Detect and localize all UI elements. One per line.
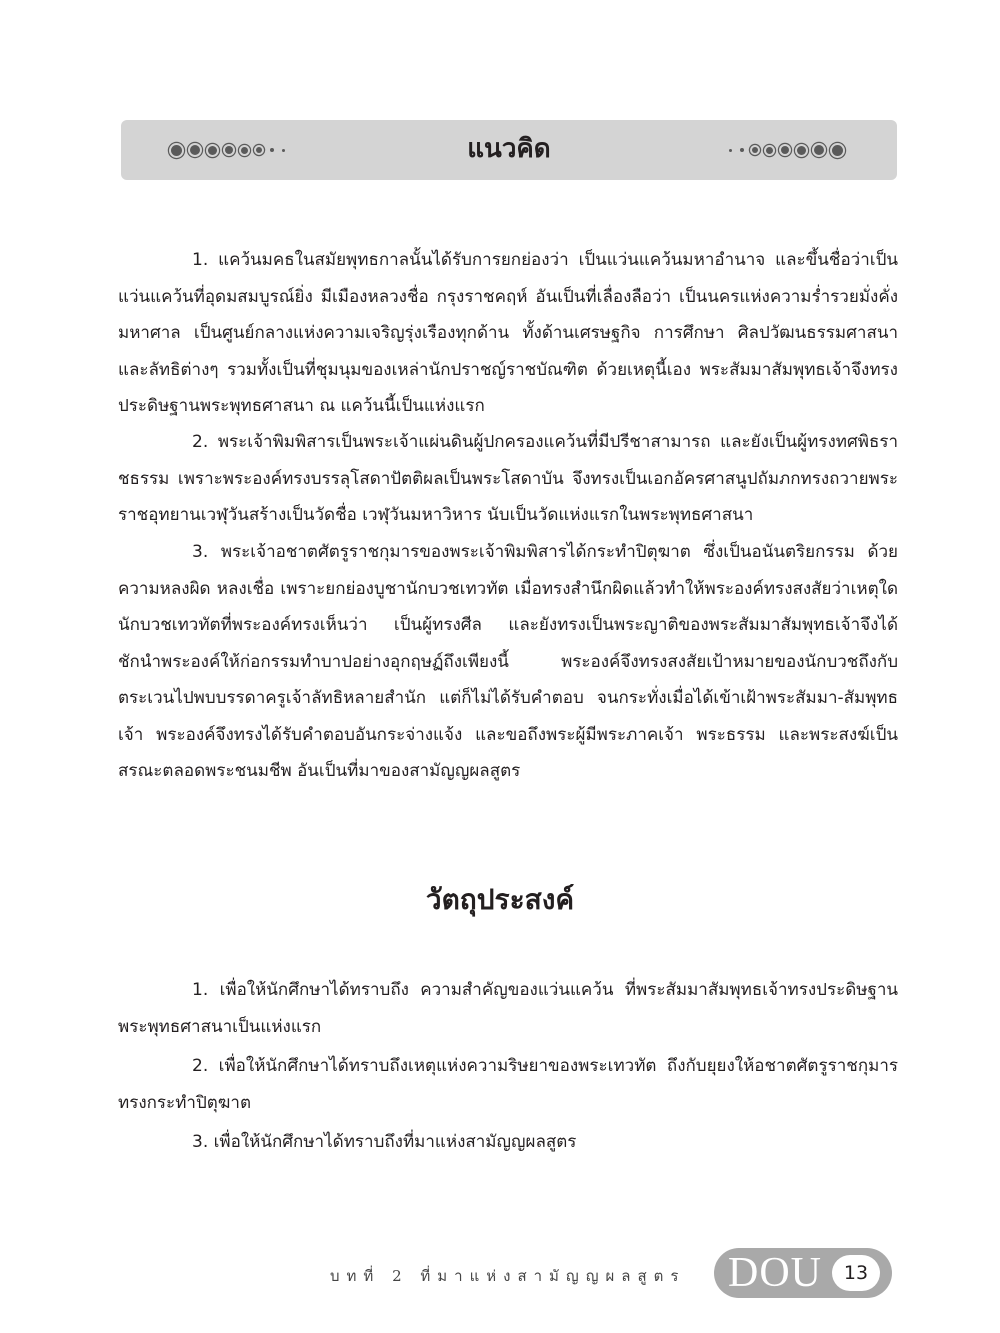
dot-icon <box>752 147 758 153</box>
dot-icon <box>766 147 773 154</box>
footer-badge <box>714 1248 892 1298</box>
decorative-dots-right <box>725 120 847 180</box>
concept-paragraph-1: 1. แคว้นมคธในสมัยพุทธกาลนั้นได้รับการยกย่องว่า เป็นแว่นแคว้นมหาอำนาจ และขึ้นชื่อว่าเป็นแว่นแคว้นที่อุดมสมบูรณ์ยิ่ง มีเมืองหลวงชื่อ กรุงราชคฤห์ อันเป็นที่เลื่องลือว่า เป็นนครแห่งความร่ำรวยมั่งคั่งมหาศาล เป็นศูนย์กลางแห่งความเจริญรุ่งเรืองทุกด้าน ทั้งด้านเศรษฐกิจ การศึกษา ศิลปวัฒนธรรมศาสนา และลัทธิต่างๆ รวมทั้งเป็นที่ชุมนุมของเหล่านักปราชญ์ราชบัณฑิต ด้วยเหตุนี้เอง พระสัมมาสัมพุทธเจ้าจึงทรงประดิษฐานพระพุทธศาสนา ณ แคว้นนี้เป็นแห่งแรก <box>118 250 898 416</box>
dou-logo: DOU <box>728 1250 822 1296</box>
footer-chapter-title: บทที่ 2 ที่มาแห่งสามัญญผลสูตร <box>330 1267 686 1285</box>
concept-paragraph-2: 2. พระเจ้าพิมพิสารเป็นพระเจ้าแผ่นดินผู้ปกครองแคว้นที่มีปรีชาสามารถ และยังเป็นผู้ทรงทศพิธราชธรรม เพราะพระองค์ทรงบรรลุโสดาปัตติผลเป็นพระโสดาบัน จึงทรงเป็นเอกอัครศาสนูปถัมภกทรงถวายพระราชอุทยานเวฬุวันสร้างเป็นวัดชื่อ เวฬุวันมหาวิหาร นับเป็นวัดแห่งแรกในพระพุทธศาสนา <box>118 432 898 525</box>
dot-icon <box>781 146 789 154</box>
concept-paragraph-3: 3. พระเจ้าอชาตศัตรูราชกุมารของพระเจ้าพิมพิสารได้กระทำปิตุฆาต ซึ่งเป็นอนันตริยกรรม ด้วยความหลงผิด หลงเชื่อ เพราะยกย่องบูชานักบวชเทวทัต เมื่อทรงสำนึกผิดแล้วทำให้พระองค์ทรงสงสัยว่าเหตุใดนักบวชเทวทัตที่พระองค์ทรงเห็นว่า เป็นผู้ทรงศีล และยังทรงเป็นพระญาติของพระสัมมาสัมพุทธเจ้าจึงได้ชักนำพระองค์ให้ก่อกรรมทำบาปอย่างอุกฤษฏ์ถึงเพียงนี้ พระองค์จึงทรงสงสัยเป้าหมายของนักบวชถึงกับตระเวนไปพบบรรดาครูเจ้าลัทธิหลายสำนัก แต่ก็ไม่ได้รับคำตอบ จนกระทั่งเมื่อได้เข้าเฝ้าพระสัมมา-สัมพุทธเจ้า พระองค์จึงทรงได้รับคำตอบอันกระจ่างแจ้ง และขอถึงพระผู้มีพระภาคเจ้า พระธรรม และพระสงฆ์เป็นสรณะตลอดพระชนมชีพ อันเป็นที่มาของสามัญญผลสูตร <box>118 542 898 781</box>
objective-item-3: 3. เพื่อให้นักศึกษาได้ทราบถึงที่มาแห่งสามัญญผลสูตร <box>192 1132 577 1152</box>
dot-icon <box>797 146 806 155</box>
dot-icon <box>814 145 824 155</box>
concept-header-bar <box>121 120 897 180</box>
dot-icon <box>740 148 744 152</box>
concept-title: แนวคิด <box>467 134 551 164</box>
page-number: 13 <box>832 1255 880 1291</box>
objective-item-1: 1. เพื่อให้นักศึกษาได้ทราบถึง ความสำคัญของแว่นแคว้น ที่พระสัมมาสัมพุทธเจ้าทรงประดิษฐานพระพุทธศาสนาเป็นแห่งแรก <box>118 980 898 1037</box>
dot-icon <box>729 149 732 152</box>
objective-item-2: 2. เพื่อให้นักศึกษาได้ทราบถึงเหตุแห่งความริษยาของพระเทวทัต ถึงกับยุยงให้อชาตศัตรูราชกุมารทรงกระทำปิตุฆาต <box>118 1056 898 1113</box>
objectives-title: วัตถุประสงค์ <box>425 883 575 916</box>
dot-icon <box>832 145 843 156</box>
